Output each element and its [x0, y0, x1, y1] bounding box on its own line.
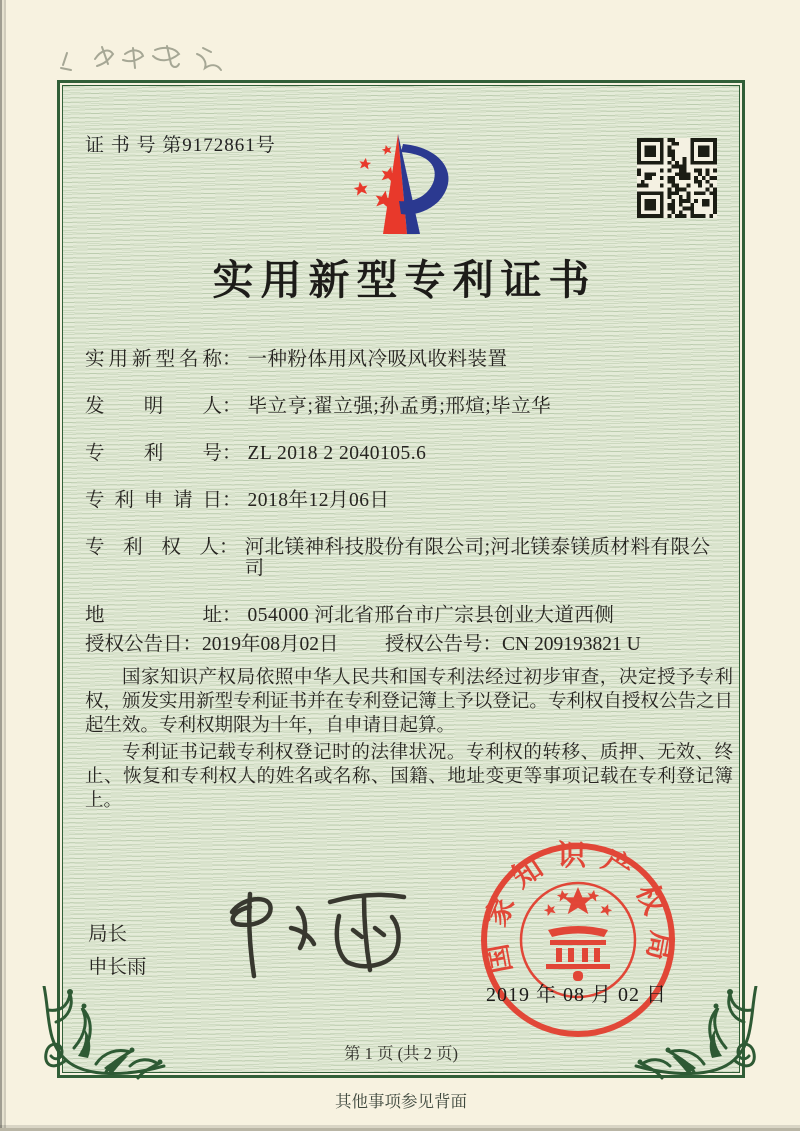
field-value: 河北镁神科技股份有限公司;河北镁泰镁质材料有限公司 [244, 537, 711, 579]
grant-row [85, 634, 733, 655]
field-label: 专利权人 [85, 537, 220, 558]
field-value: 一种粉体用风冷吸风收料装置 [247, 349, 508, 370]
field-colon: ： [482, 634, 503, 655]
field-colon: ： [222, 490, 242, 511]
field-row-patentee [85, 537, 720, 579]
field-colon: ： [222, 605, 242, 626]
field-colon: ： [222, 443, 242, 464]
field-colon: ： [222, 396, 242, 417]
field-colon: ： [219, 537, 239, 558]
certificate-title: 实用新型专利证书 [212, 257, 597, 303]
grant-date-label: 授权公告日 [85, 634, 183, 655]
corner-flourish-left-icon [34, 986, 166, 1094]
field-row-patent-no [85, 443, 720, 464]
qr-code [637, 138, 717, 218]
field-value: 054000 河北省邢台市广宗县创业大道西侧 [247, 605, 615, 626]
director-name: 申长雨 [88, 957, 147, 978]
corner-flourish-right-icon [634, 986, 766, 1094]
certificate-number: 证 书 号 第9172861号 [85, 135, 276, 156]
field-value: 2018年12月06日 [247, 490, 390, 511]
cnipa-logo-icon [341, 130, 481, 238]
legal-text [85, 666, 733, 816]
field-colon: ： [222, 349, 242, 370]
back-note: 其他事项参见背面 [335, 1092, 467, 1111]
field-label: 实用新型名称 [85, 349, 222, 370]
field-colon: ： [182, 634, 203, 655]
body-paragraph-1: 国家知识产权局依照中华人民共和国专利法经过初步审查，决定授予专利权，颁发实用新型专利证书并在专利登记簿上予以登记。专利权自授权公告之日起生效。专利权期限为十年，自申请日起算。 [85, 668, 733, 736]
grant-date-value: 2019年08月02日 [202, 634, 339, 655]
field-row-name [85, 349, 720, 370]
page-indicator: 第 1 页 (共 2 页) [343, 1044, 459, 1063]
director-signature [212, 880, 422, 985]
seal-date: 2019 年 08 月 02 日 [486, 984, 667, 1006]
grant-number-value: CN 209193821 U [502, 634, 641, 655]
body-paragraph-2: 专利证书记载专利权登记时的法律状况。专利权的转移、质押、无效、终止、恢复和专利权人的姓名或名称、国籍、地址变更等事项记载在专利登记簿上。 [85, 743, 733, 811]
field-row-filing-date [85, 490, 720, 511]
handwritten-note [55, 35, 235, 83]
director-title: 局长 [88, 924, 128, 945]
field-list [85, 349, 720, 652]
seal-agency-text: 国家知识产权局 [478, 840, 678, 976]
field-value: 毕立亨;翟立强;孙孟勇;邢煊;毕立华 [247, 396, 552, 417]
field-label: 发明人 [85, 396, 222, 417]
grant-number-label: 授权公告号 [385, 634, 483, 655]
field-label: 专利号 [85, 443, 222, 464]
scan-edge-bottom [0, 1122, 800, 1131]
scan-edge-left [0, 0, 9, 1131]
field-row-inventors [85, 396, 720, 417]
field-row-address [85, 605, 720, 626]
field-label: 专利申请日 [85, 490, 222, 511]
field-label: 地址 [85, 605, 222, 626]
field-value: ZL 2018 2 2040105.6 [247, 443, 427, 464]
